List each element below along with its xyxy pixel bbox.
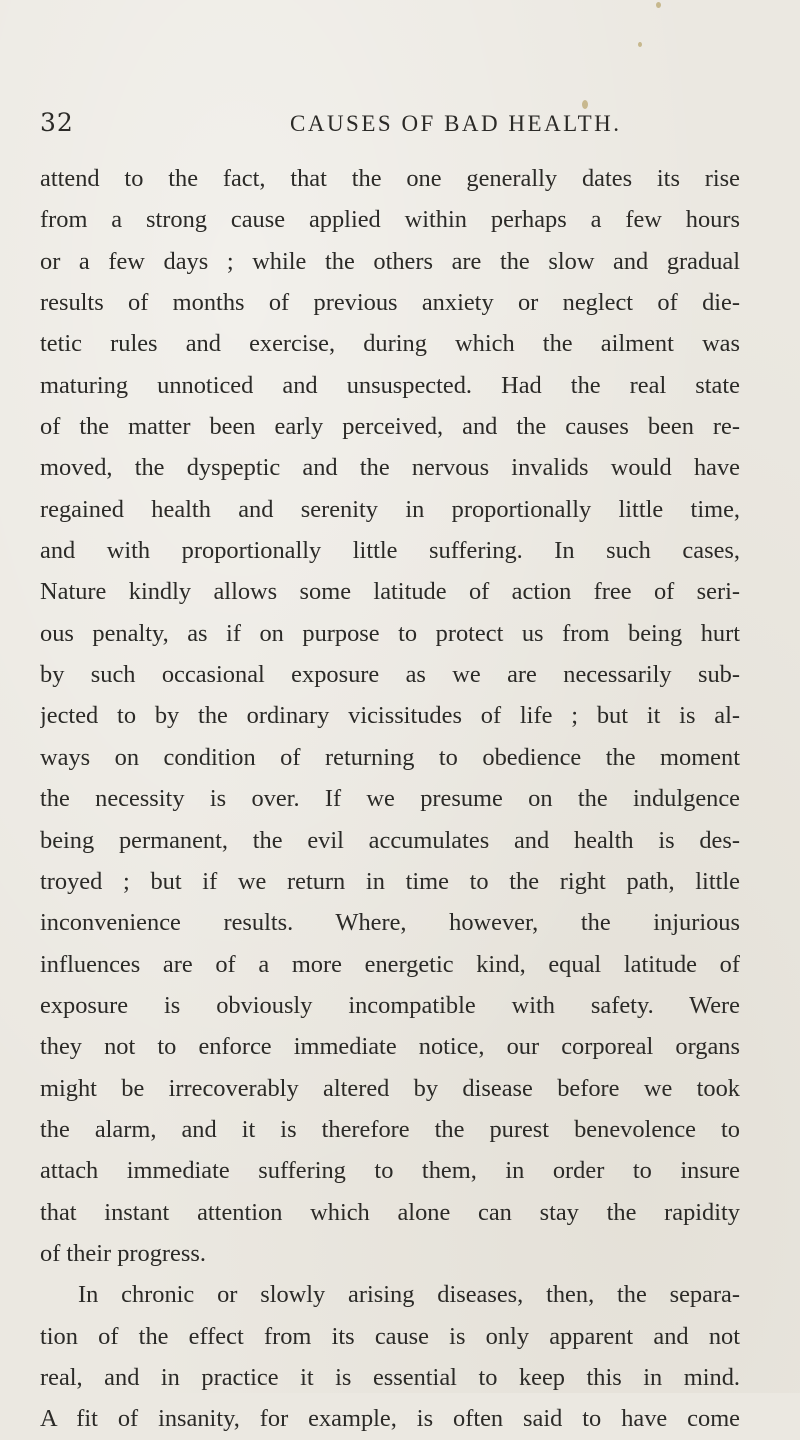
text-line: maturing unnoticed and unsuspected. Had the real state — [40, 371, 740, 399]
text-line: regained health and serenity in proportionally little time, — [40, 495, 740, 523]
text-line: troyed ; but if we return in time to the right path, little — [40, 867, 740, 895]
text-line: by such occasional exposure as we are necessarily sub- — [40, 661, 740, 689]
text-line: of the matter been early perceived, and the causes been re- — [40, 413, 740, 441]
page-number: 32 — [40, 108, 74, 137]
text-line: and with proportionally little suffering. In such cases, — [40, 537, 740, 565]
paper-speck — [638, 42, 642, 47]
text-line: Nature kindly allows some latitude of action free of seri- — [40, 578, 740, 606]
text-line: ways on condition of returning to obedience the moment — [40, 743, 740, 771]
text-line: moved, the dyspeptic and the nervous invalids would have — [40, 454, 740, 482]
paragraph-start-line: In chronic or slowly arising diseases, then, the separa- — [78, 1281, 740, 1309]
text-line: the alarm, and it is therefore the purest benevolence to — [40, 1115, 740, 1143]
text-line: ous penalty, as if on purpose to protect us from being hurt — [40, 619, 740, 647]
text-line: that instant attention which alone can stay the rapidity — [40, 1198, 740, 1226]
text-line: being permanent, the evil accumulates and health is des- — [40, 826, 740, 854]
page-header — [40, 108, 760, 144]
text-line: results of months of previous anxiety or neglect of die- — [40, 289, 740, 317]
paragraph-end-line: of their progress. — [40, 1239, 206, 1267]
text-line: from a strong cause applied within perhaps a few hours — [40, 206, 740, 234]
text-line: attend to the fact, that the one generally dates its rise — [40, 165, 740, 192]
text-line: jected to by the ordinary vicissitudes of life ; but it is al- — [40, 702, 740, 730]
text-line: inconvenience results. Where, however, the injurious — [40, 909, 740, 937]
text-line: the necessity is over. If we presume on the indulgence — [40, 785, 740, 813]
text-line: might be irrecoverably altered by disease before we took — [40, 1074, 740, 1102]
text-line: attach immediate suffering to them, in order to insure — [40, 1157, 740, 1185]
paper-speck — [656, 2, 661, 8]
paper-speck — [582, 100, 588, 109]
text-line: real, and in practice it is essential to keep this in mind. — [40, 1363, 740, 1391]
body-text — [40, 158, 740, 1440]
text-line: influences are of a more energetic kind, equal latitude of — [40, 950, 740, 978]
text-line: A fit of insanity, for example, is often said to have come — [40, 1405, 740, 1433]
text-line: tion of the effect from its cause is only apparent and not — [40, 1322, 740, 1350]
text-line: they not to enforce immediate notice, our corporeal organs — [40, 1033, 740, 1061]
text-line: exposure is obviously incompatible with safety. Were — [40, 991, 740, 1019]
running-head: CAUSES OF BAD HEALTH. — [290, 111, 622, 136]
text-line: tetic rules and exercise, during which the ailment was — [40, 330, 740, 358]
text-line: or a few days ; while the others are the slow and gradual — [40, 247, 740, 275]
